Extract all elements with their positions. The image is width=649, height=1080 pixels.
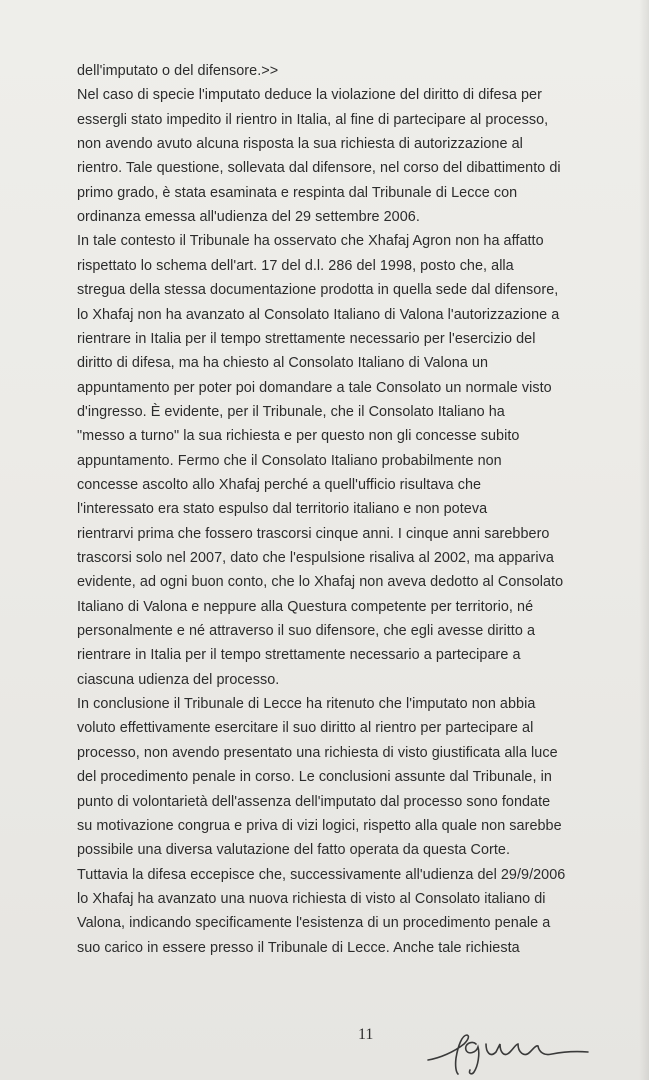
text-line: Tuttavia la difesa eccepisce che, successivamente all'udienza del 29/9/2006 xyxy=(77,866,566,883)
text-line: ciascuna udienza del processo. xyxy=(77,671,280,688)
text-line: l'interessato era stato espulso dal territorio italiano e non poteva xyxy=(77,501,488,518)
text-line: Italiano di Valona e neppure alla Questura competente per territorio, né xyxy=(77,598,534,615)
text-line: rientro. Tale questione, sollevata dal difensore, nel corso del dibattimento di xyxy=(77,160,561,177)
text-line: punto di volontarietà dell'assenza dell'imputato dal processo sono fondate xyxy=(77,793,551,810)
text-line: processo, non avendo presentato una richiesta di visto giustificata alla luce xyxy=(77,744,558,761)
text-line: appuntamento. Fermo che il Consolato Italiano probabilmente non xyxy=(77,452,502,469)
text-line: In conclusione il Tribunale di Lecce ha ritenuto che l'imputato non abbia xyxy=(77,696,536,713)
text-line: d'ingresso. È evidente, per il Tribunale, che il Consolato Italiano ha xyxy=(77,403,505,420)
text-line: Valona, indicando specificamente l'esistenza di un procedimento penale a xyxy=(77,915,551,932)
text-line: dell'imputato o del difensore.>> xyxy=(77,63,279,79)
text-line: Nel caso di specie l'imputato deduce la violazione del diritto di difesa per xyxy=(77,87,542,104)
text-line: In tale contesto il Tribunale ha osservato che Xhafaj Agron non ha affatto xyxy=(77,233,544,250)
text-line: suo carico in essere presso il Tribunale di Lecce. Anche tale richiesta xyxy=(77,939,520,956)
text-line: evidente, ad ogni buon conto, che lo Xhafaj non aveva dedotto al Consolato xyxy=(77,574,564,591)
text-line: ordinanza emessa all'udienza del 29 settembre 2006. xyxy=(77,209,420,226)
text-line: rientrare in Italia per il tempo strettamente necessario per l'esercizio del xyxy=(77,330,536,347)
text-line: lo Xhafaj ha avanzato una nuova richiesta di visto al Consolato italiano di xyxy=(77,890,546,907)
text-line: possibile una diversa valutazione del fatto operata da questa Corte. xyxy=(77,842,510,859)
text-line: lo Xhafaj non ha avanzato al Consolato Italiano di Valona l'autorizzazione a xyxy=(77,306,560,323)
text-line: trascorsi solo nel 2007, dato che l'espulsione risaliva al 2002, ma appariva xyxy=(77,550,554,566)
text-line: su motivazione congrua e priva di vizi logici, rispetto alla quale non sarebbe xyxy=(77,817,562,834)
text-line: personalmente e né attraverso il suo difensore, che egli avesse diritto a xyxy=(77,623,536,640)
text-line: "messo a turno" la sua richiesta e per questo non gli concesse subito xyxy=(77,428,520,445)
text-line: rispettato lo schema dell'art. 17 del d.l. 286 del 1998, posto che, alla xyxy=(77,257,514,274)
page-number: 11 xyxy=(358,1026,374,1043)
text-line: appuntamento per poter poi domandare a tale Consolato un normale visto xyxy=(77,379,552,396)
text-line: rientrarvi prima che fossero trascorsi cinque anni. I cinque anni sarebbero xyxy=(77,525,550,542)
text-line: voluto effettivamente esercitare il suo diritto al rientro per partecipare al xyxy=(77,720,534,737)
text-line: non avendo avuto alcuna risposta la sua richiesta di autorizzazione al xyxy=(77,136,523,153)
text-line: primo grado, è stata esaminata e respinta dal Tribunale di Lecce con xyxy=(77,184,518,201)
handwritten-signature xyxy=(420,1018,600,1078)
text-line: rientrare in Italia per il tempo strettamente necessario a partecipare a xyxy=(77,647,521,664)
text-line: essergli stato impedito il rientro in Italia, al fine di partecipare al processo, xyxy=(77,111,549,128)
page-edge-shadow xyxy=(639,0,649,1080)
text-line: concesse ascolto allo Xhafaj perché a quell'ufficio risultava che xyxy=(77,476,482,493)
text-line: del procedimento penale in corso. Le conclusioni assunte dal Tribunale, in xyxy=(77,769,552,786)
text-line: diritto di difesa, ma ha chiesto al Consolato Italiano di Valona un xyxy=(77,355,489,372)
text-line: stregua della stessa documentazione prodotta in quella sede dal difensore, xyxy=(77,282,559,299)
